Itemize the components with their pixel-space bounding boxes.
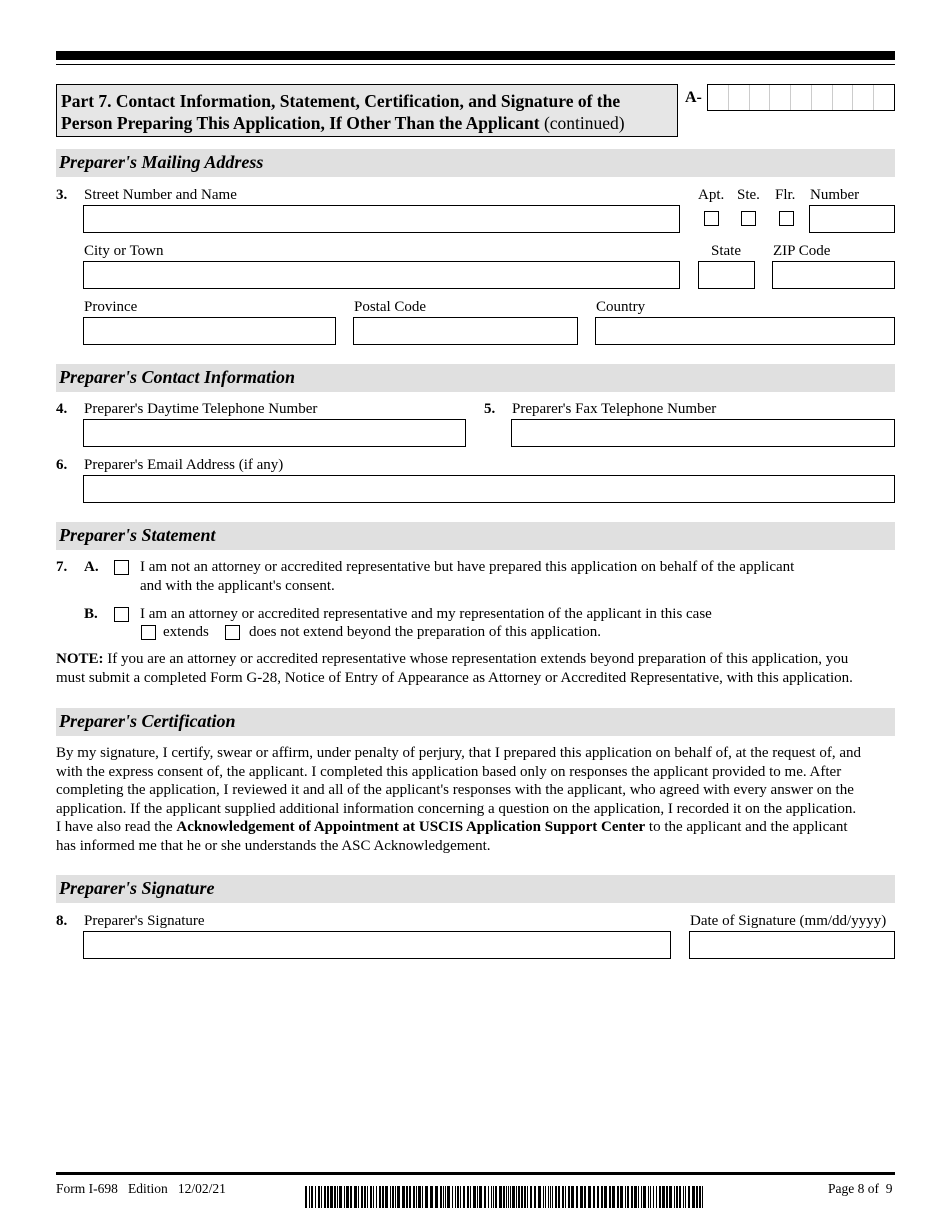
phone-label: Preparer's Daytime Telephone Number xyxy=(84,401,318,417)
phone-input[interactable] xyxy=(83,419,466,447)
top-rule-thin xyxy=(56,64,895,65)
item-number-7: 7. xyxy=(56,559,68,575)
section-header-certification: Preparer's Certification xyxy=(56,708,895,736)
extends-checkbox[interactable] xyxy=(141,625,156,640)
bottom-rule xyxy=(56,1172,895,1175)
date-input[interactable] xyxy=(689,931,895,959)
signature-input[interactable] xyxy=(83,931,671,959)
section-header-mailing: Preparer's Mailing Address xyxy=(56,149,895,177)
ste-checkbox[interactable] xyxy=(741,211,756,226)
not-extend-label: does not extend beyond the preparation of this application. xyxy=(249,624,601,640)
date-label: Date of Signature (mm/dd/yyyy) xyxy=(690,913,887,929)
option-a-checkbox[interactable] xyxy=(114,560,129,575)
section-header-statement: Preparer's Statement xyxy=(56,522,895,550)
signature-label: Preparer's Signature xyxy=(84,913,205,929)
item-number-3: 3. xyxy=(56,187,68,203)
certification-text xyxy=(56,744,861,855)
section-header-signature: Preparer's Signature xyxy=(56,875,895,903)
extends-label: extends xyxy=(163,624,209,640)
cert-line-1: By my signature, I certify, swear or affirm, under penalty of perjury, that I prepared this application on behalf of, at the request of, and xyxy=(56,745,861,761)
a-number-label: A- xyxy=(685,89,702,106)
cert-line-4: application. If the applicant supplied additional information concerning a question on the application, I recorded it on the application. xyxy=(56,800,857,817)
cert-line-6: has informed me that he or she understands the ASC Acknowledgement. xyxy=(56,837,491,854)
city-input[interactable] xyxy=(83,261,680,289)
street-input[interactable] xyxy=(83,205,680,233)
option-a-text-1: I am not an attorney or accredited representative but have prepared this application on behalf of the applicant xyxy=(140,559,795,575)
note-line-1 xyxy=(56,651,848,668)
cert-line-5-pre: I have also read the xyxy=(56,819,177,835)
item-number-6: 6. xyxy=(56,457,68,473)
note-text-1: If you are an attorney or accredited representative whose representation extends beyond preparation of this application, you xyxy=(103,651,849,667)
item-number-5: 5. xyxy=(484,401,496,417)
form-edition: Form I-698 Edition 12/02/21 xyxy=(56,1181,226,1196)
note-label: NOTE: xyxy=(56,651,104,667)
cert-line-3: completing the application, I reviewed it and all of the applicant's responses with the applicant, who agreed with every answer on the xyxy=(56,782,854,798)
cert-line-5 xyxy=(56,818,861,837)
item-number-4: 4. xyxy=(56,401,68,417)
note-text-2: must submit a completed Form G-28, Notice of Entry of Appearance as Attorney or Accredited Representative, with this application. xyxy=(56,670,853,686)
cert-line-2: with the express consent of, the applicant. I completed this application based only on responses the applicant provided to me. After xyxy=(56,763,842,780)
city-label: City or Town xyxy=(84,243,164,259)
ste-label: Ste. xyxy=(737,187,760,203)
asc-acknowledgement-title: Acknowledgement of Appointment at USCIS Application Support Center xyxy=(176,819,646,835)
apt-label: Apt. xyxy=(698,187,725,203)
email-input[interactable] xyxy=(83,475,895,503)
flr-checkbox[interactable] xyxy=(779,211,794,226)
cert-line-5-post: to the applicant and the applicant xyxy=(645,819,848,835)
top-rule-thick xyxy=(56,51,895,60)
section-header-contact: Preparer's Contact Information xyxy=(56,364,895,392)
not-extend-checkbox[interactable] xyxy=(225,625,240,640)
country-label: Country xyxy=(596,299,646,315)
option-b-letter: B. xyxy=(84,606,98,622)
part-title: Part 7. Contact Information, Statement, Certification, and Signature of the Person Preparing This Application, If Other Than the Applicant xyxy=(61,91,621,133)
number-label: Number xyxy=(810,187,860,203)
zip-label: ZIP Code xyxy=(773,243,831,259)
apt-checkbox[interactable] xyxy=(704,211,719,226)
option-b-text: I am an attorney or accredited representative and my representation of the applicant in this case xyxy=(140,606,712,622)
fax-label: Preparer's Fax Telephone Number xyxy=(512,401,717,417)
item-number-8: 8. xyxy=(56,913,68,929)
option-a-letter: A. xyxy=(84,559,99,575)
state-select[interactable] xyxy=(698,261,755,289)
postal-label: Postal Code xyxy=(354,299,427,315)
zip-input[interactable] xyxy=(772,261,895,289)
option-b-checkbox[interactable] xyxy=(114,607,129,622)
email-label: Preparer's Email Address (if any) xyxy=(84,457,284,473)
flr-label: Flr. xyxy=(775,187,796,203)
a-number-field[interactable] xyxy=(707,84,895,111)
option-a-text-2: and with the applicant's consent. xyxy=(140,578,335,594)
province-label: Province xyxy=(84,299,138,315)
state-label: State xyxy=(711,243,741,259)
part-title-suffix: (continued) xyxy=(539,113,625,133)
unit-number-input[interactable] xyxy=(809,205,895,233)
part-header-box xyxy=(56,84,678,137)
province-input[interactable] xyxy=(83,317,336,345)
street-label: Street Number and Name xyxy=(84,187,237,203)
postal-input[interactable] xyxy=(353,317,578,345)
barcode xyxy=(305,1186,710,1208)
page-number: Page 8 of 9 xyxy=(828,1181,893,1196)
country-input[interactable] xyxy=(595,317,895,345)
fax-input[interactable] xyxy=(511,419,895,447)
